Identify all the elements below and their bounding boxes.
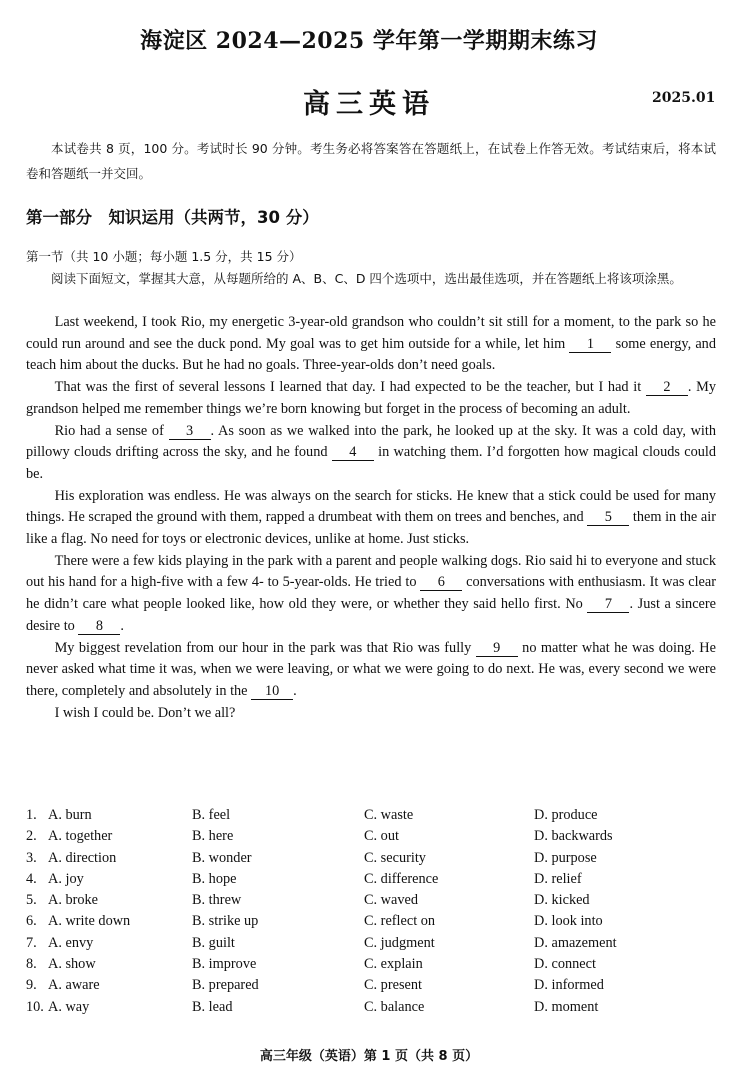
- option-d: D. produce: [534, 807, 598, 823]
- option-d: D. connect: [534, 956, 596, 973]
- option-d: D. backwards: [534, 828, 613, 845]
- option-c: C. security: [364, 849, 426, 866]
- blank-1: 1: [569, 337, 611, 353]
- option-row: [26, 850, 716, 871]
- passage-text: no matter what he was doing. He never asked what time it was, when we were leaving, or what we were going to do next. He was, every second we were there, completely and absolutely in the: [26, 639, 716, 699]
- option-row: [26, 935, 716, 956]
- passage-paragraph: [26, 638, 716, 703]
- option-a: A. broke: [48, 892, 99, 909]
- question-number: 1.: [26, 807, 37, 823]
- passage-paragraph: [26, 486, 716, 551]
- passage-text: My biggest revelation from our hour in the park was that Rio was fully: [54, 639, 476, 656]
- option-a: A. aware: [48, 977, 100, 994]
- option-c: C. out: [364, 828, 399, 845]
- option-row: [26, 999, 716, 1020]
- option-c: C. balance: [364, 998, 425, 1015]
- option-d: D. informed: [534, 977, 604, 994]
- option-row: [26, 871, 716, 892]
- passage-paragraph: [26, 377, 716, 420]
- passage-paragraph: [26, 312, 716, 377]
- question-number: 9.: [26, 977, 37, 994]
- option-a: A. envy: [48, 934, 94, 951]
- passage-text: in watching them. I’d forgotten how magical clouds could be.: [26, 444, 716, 482]
- option-b: B. wonder: [192, 849, 252, 866]
- passage-text: His exploration was endless. He was always on the search for sticks. He knew that a stick could be used for many things. He scraped the ground with them, rapped a drumbeat with them on trees and benches, and: [26, 487, 716, 526]
- passage-text: Rio had a sense of: [54, 422, 169, 439]
- question-number: 2.: [26, 828, 37, 845]
- question-number: 4.: [26, 870, 37, 887]
- question-number: 8.: [26, 956, 37, 973]
- passage-text: them in the air like a flag. No need for toys or electronic devices, unlike at home. Just sticks.: [26, 509, 716, 548]
- blank-7: 7: [587, 597, 629, 613]
- exam-date: 2025.01: [652, 90, 716, 106]
- passage-text: . Just a sincere desire to: [26, 596, 717, 634]
- blank-9: 9: [476, 641, 518, 657]
- option-d: D. moment: [534, 998, 599, 1015]
- exam-title: 海淀区 2024—2025 学年第一学期期末练习: [140, 28, 598, 54]
- option-d: D. amazement: [534, 934, 617, 951]
- subject-title: 高三英语: [303, 89, 435, 120]
- option-b: B. strike up: [192, 913, 259, 930]
- passage-text: . As soon as we walked into the park, he looked up at the sky. It was a cold day, with pillowy clouds drifting across the sky, and he found: [26, 422, 716, 461]
- option-b: B. hope: [192, 870, 237, 887]
- option-a: A. way: [48, 998, 90, 1015]
- option-b: B. feel: [192, 807, 231, 823]
- option-d: D. relief: [534, 870, 582, 887]
- option-c: C. waste: [364, 807, 414, 823]
- option-b: B. here: [192, 828, 234, 845]
- option-d: D. purpose: [534, 849, 597, 866]
- page-footer: 高三年级（英语）第 1 页（共 8 页）: [259, 1049, 479, 1064]
- blank-4: 4: [332, 445, 374, 461]
- passage-text: Last weekend, I took Rio, my energetic 3-year-old grandson who couldn’t sit still for a moment, to the park so he could run around and see the duck pond. My goal was to get him outside for a while, let him: [26, 314, 716, 352]
- question-number: 5.: [26, 892, 37, 909]
- option-row: [26, 828, 716, 849]
- passage-text: That was the first of several lessons I learned that day. I had expected to be the teacher, but I had it: [54, 379, 646, 396]
- option-c: C. waved: [364, 892, 418, 909]
- option-c: C. difference: [364, 870, 439, 887]
- passage-paragraph: [26, 551, 716, 638]
- option-row: [26, 977, 716, 998]
- blank-6: 6: [420, 575, 462, 591]
- option-d: D. look into: [534, 913, 603, 930]
- option-b: B. improve: [192, 956, 257, 973]
- section-directions: 阅读下面短文，掌握其大意，从每题所给的 A、B、C、D 四个选项中，选出最佳选项，并在答题纸上将该项涂黑。: [51, 271, 682, 286]
- answer-options: [26, 807, 716, 1020]
- exam-instructions: 本试卷共 8 页，100 分。考试时长 90 分钟。考生务必将答案答在答题纸上，在试卷上作答无效。考试结束后，将本试卷和答题纸一并交回。: [26, 141, 716, 181]
- option-row: [26, 892, 716, 913]
- option-c: C. explain: [364, 956, 423, 973]
- question-number: 7.: [26, 934, 37, 951]
- option-a: A. together: [48, 828, 113, 845]
- option-a: A. direction: [48, 849, 117, 866]
- blank-10: 10: [251, 684, 293, 700]
- blank-5: 5: [587, 510, 629, 526]
- option-row: [26, 913, 716, 934]
- passage-text: There were a few kids playing in the park with a parent and people walking dogs. Rio said hi to everyone and stuck out his hand for a high-five with a few 4- to 5-year-olds. He tried to: [26, 552, 716, 591]
- option-b: B. prepared: [192, 977, 259, 994]
- option-c: C. judgment: [364, 934, 435, 951]
- part-heading: 第一部分 知识运用（共两节，30 分）: [26, 208, 319, 227]
- blank-3: 3: [169, 424, 211, 440]
- passage-paragraph: I wish I could be. Don’t we all?: [54, 704, 236, 721]
- passage-text: some energy, and teach him about the ducks. But he had no goals. Three-year-olds don’t need goals.: [26, 335, 716, 374]
- section-heading: 第一节（共 10 小题；每小题 1.5 分，共 15 分）: [26, 249, 302, 264]
- blank-8: 8: [78, 619, 120, 635]
- option-b: B. guilt: [192, 934, 235, 951]
- option-a: A. joy: [48, 870, 84, 887]
- passage-text: .: [293, 682, 297, 699]
- blank-2: 2: [646, 380, 688, 396]
- passage-text: .: [120, 617, 124, 634]
- option-c: C. present: [364, 977, 422, 994]
- option-a: A. show: [48, 956, 96, 973]
- passage-paragraph: [26, 421, 716, 486]
- option-a: A. write down: [48, 913, 131, 930]
- option-d: D. kicked: [534, 892, 590, 909]
- option-c: C. reflect on: [364, 913, 436, 930]
- option-a: A. burn: [48, 807, 92, 823]
- question-number: 6.: [26, 913, 37, 930]
- question-number: 10.: [26, 998, 44, 1015]
- passage-text: . My grandson helped me remember things we’re born knowing but forget in the process of becoming an adult.: [26, 379, 717, 417]
- cloze-passage: [26, 312, 716, 724]
- option-b: B. lead: [192, 998, 233, 1015]
- passage-text: conversations with enthusiasm. It was clear he didn’t care what people looked like, how old they were, or whether they said hello first. No: [26, 574, 716, 613]
- option-row: [26, 956, 716, 977]
- question-number: 3.: [26, 849, 37, 866]
- option-b: B. threw: [192, 892, 242, 909]
- option-row: [26, 807, 716, 828]
